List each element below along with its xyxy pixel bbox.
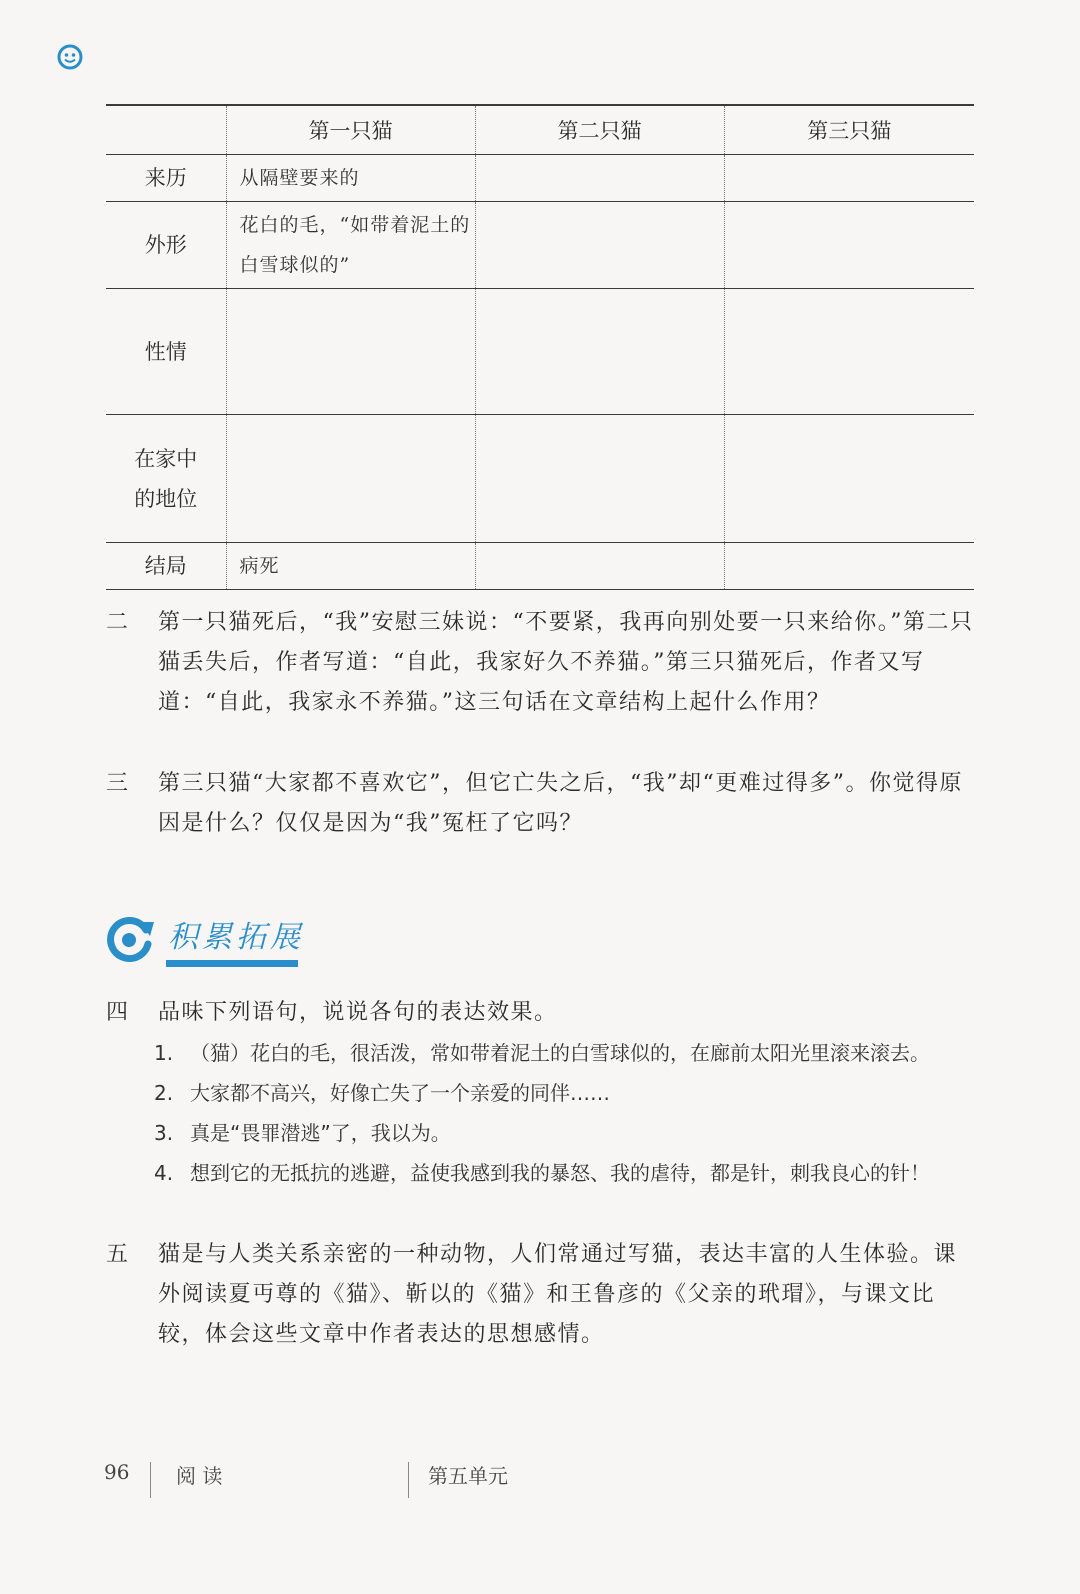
smiley-icon: [57, 44, 83, 70]
item-number: 2.: [154, 1081, 174, 1105]
table-cell: [226, 415, 475, 543]
table-cell: [724, 202, 974, 289]
footer-section: 阅 读: [176, 1464, 223, 1488]
table-cell: [724, 415, 974, 543]
table-cell: [724, 289, 974, 415]
table-cell: 花白的毛，“如带着泥土的白雪球似的”: [226, 202, 475, 289]
table-row: [106, 415, 974, 543]
item-text: 想到它的无抵抗的逃避，益使我感到我的暴怒、我的虐待，都是针，刺我良心的针！: [190, 1161, 930, 1185]
item-number: 3.: [154, 1121, 174, 1145]
footer-divider: [408, 1462, 409, 1498]
table-cell: [226, 289, 475, 415]
table-cell: [724, 155, 974, 202]
question-2: [106, 603, 976, 723]
section-title: 积累拓展: [168, 920, 304, 955]
table-row: [106, 289, 974, 415]
footer-divider: [150, 1462, 151, 1498]
table-header-row: [106, 105, 974, 155]
table-cell: [475, 202, 724, 289]
list-item: [154, 1073, 974, 1113]
header-empty: [106, 105, 226, 155]
header-second-cat: 第二只猫: [475, 105, 724, 155]
list-item: [154, 1113, 974, 1153]
question-number: 四: [106, 1000, 130, 1025]
table-cell: [724, 543, 974, 590]
list-item: [154, 1033, 974, 1073]
table-row: [106, 155, 974, 202]
question-number: 五: [106, 1242, 130, 1267]
table-cell: 从隔壁要来的: [226, 155, 475, 202]
question-text: 猫是与人类关系亲密的一种动物，人们常通过写猫，表达丰富的人生体验。课外阅读夏丏尊的《猫》、靳以的《猫》和王鲁彦的《父亲的玳瑁》，与课文比较，体会这些文章中作者表达的思想感情。: [158, 1242, 958, 1347]
question-text: 第一只猫死后，“我”安慰三妹说：“不要紧，我再向别处要一只来给你。”第二只猫丢失后，作者写道：“自此，我家好久不养猫。”第三只猫死后，作者又写道：“自此，我家永不养猫。”这三句话在文章结构上起什么作用？: [158, 610, 974, 715]
cat-comparison-table: [106, 104, 974, 590]
table-cell: [475, 415, 724, 543]
row-label: 在家中的地位: [134, 446, 198, 511]
refresh-arrow-icon: [102, 912, 158, 968]
section-underline: [166, 960, 298, 967]
question-number: 二: [106, 610, 130, 635]
item-number: 4.: [154, 1161, 174, 1185]
row-label: 结局: [144, 554, 187, 578]
table-row: [106, 202, 974, 289]
page-number: 96: [104, 1460, 130, 1484]
item-text: 大家都不高兴，好像亡失了一个亲爱的同伴……: [190, 1081, 610, 1105]
item-text: （猫）花白的毛，很活泼，常如带着泥土的白雪球似的，在廊前太阳光里滚来滚去。: [190, 1041, 930, 1065]
question-4: [106, 993, 976, 1033]
question-number: 三: [106, 771, 130, 796]
list-item: [154, 1153, 974, 1193]
row-label: 外形: [144, 233, 187, 257]
header-third-cat: 第三只猫: [724, 105, 974, 155]
table-cell: 病死: [226, 543, 475, 590]
table-row: [106, 543, 974, 590]
item-text: 真是“畏罪潜逃”了，我以为。: [190, 1121, 451, 1145]
question-text: 品味下列语句，说说各句的表达效果。: [158, 1000, 558, 1025]
table-cell: [475, 155, 724, 202]
footer-unit: 第五单元: [428, 1464, 508, 1488]
question-5: [106, 1235, 976, 1355]
item-number: 1.: [154, 1041, 174, 1065]
header-first-cat: 第一只猫: [226, 105, 475, 155]
table-cell: [475, 289, 724, 415]
question-text: 第三只猫“大家都不喜欢它”，但它亡失之后，“我”却“更难过得多”。你觉得原因是什么？仅仅是因为“我”冤枉了它吗？: [158, 771, 963, 836]
row-label: 性情: [144, 339, 187, 364]
table-cell: [475, 543, 724, 590]
question-3: [106, 764, 976, 844]
row-label: 来历: [144, 166, 187, 190]
